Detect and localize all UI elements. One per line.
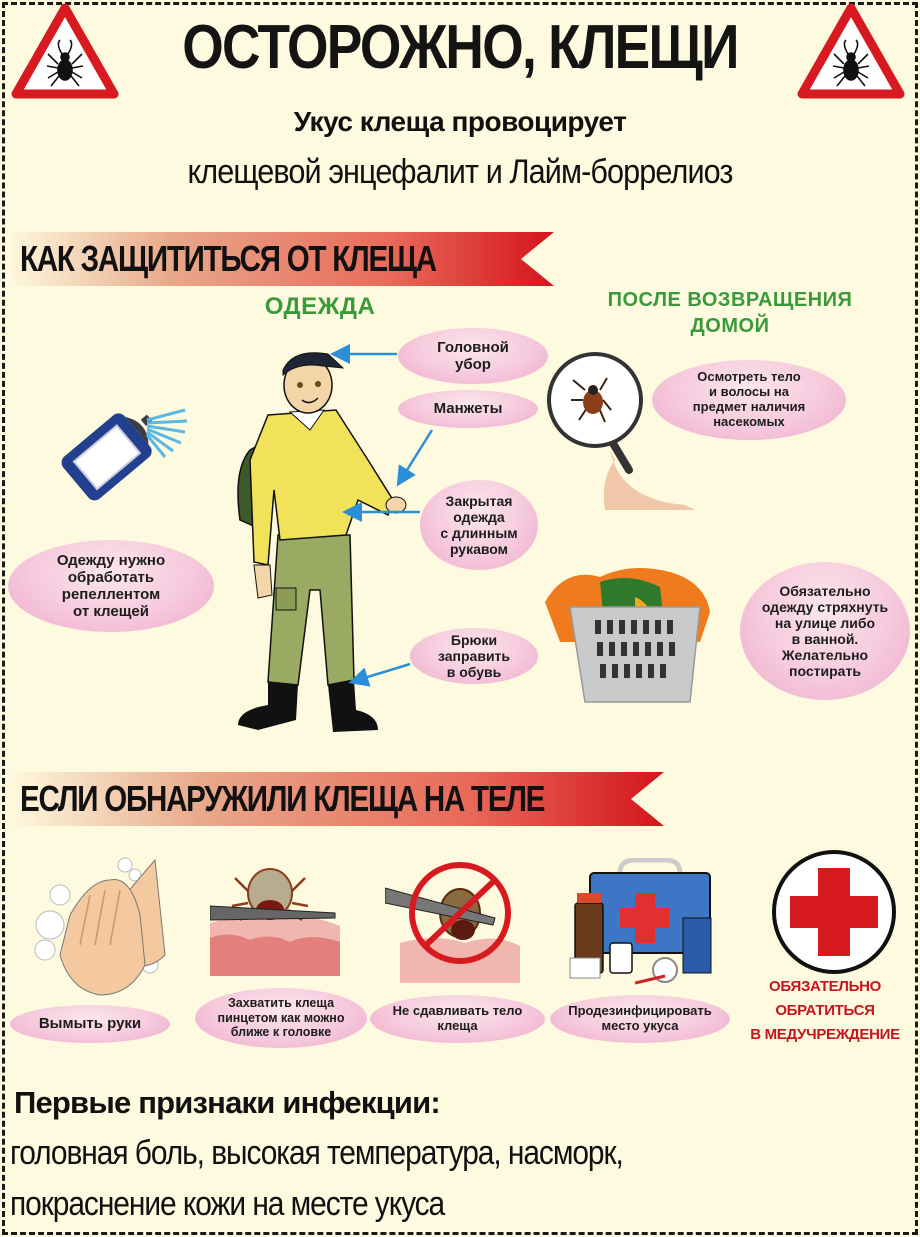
washing-hands-icon xyxy=(30,855,170,1000)
section-title: ЕСЛИ ОБНАРУЖИЛИ КЛЕЩА НА ТЕЛЕ xyxy=(20,778,545,819)
symptoms-line-2: покраснение кожи на месте укуса xyxy=(10,1185,445,1223)
symptoms-heading: Первые признаки инфекции: xyxy=(14,1085,440,1120)
clothing-heading: ОДЕЖДА xyxy=(264,293,376,320)
callout-cuffs: Манжеты xyxy=(398,390,538,428)
section-ribbon-found xyxy=(6,770,666,828)
symptoms-line-1: головная боль, высокая температура, насморк, xyxy=(10,1134,623,1172)
laundry-basket-icon xyxy=(540,562,715,712)
red-cross-icon xyxy=(770,848,898,976)
step-grab-tick: Захватить клеща пинцетом как можно ближе к головке xyxy=(195,988,367,1048)
inspect-body-note: Осмотреть тело и волосы на предмет наличия насекомых xyxy=(652,360,846,440)
page-title: ОСТОРОЖНО, КЛЕЩИ xyxy=(182,13,738,82)
first-aid-kit-icon xyxy=(565,858,715,993)
tweezers-tick-icon xyxy=(210,858,340,976)
repellent-note: Одежду нужно обработать репеллентом от клещей xyxy=(8,540,214,632)
section-title: КАК ЗАЩИТИТЬСЯ ОТ КЛЕЩА xyxy=(20,238,436,279)
shake-clothes-note: Обязательно одежду стряхнуть на улице либо в ванной. Желательно постирать xyxy=(740,562,910,700)
step-disinfect: Продезинфицировать место укуса xyxy=(550,995,730,1043)
after-return-heading: ПОСЛЕ ВОЗВРАЩЕНИЯ ДОМОЙ xyxy=(607,289,853,337)
callout-closed-clothing: Закрытая одежда с длинным рукавом xyxy=(420,480,538,570)
medical-facility-note: ОБЯЗАТЕЛЬНО ОБРАТИТЬСЯ В МЕДУЧРЕЖДЕНИЕ xyxy=(750,978,900,1043)
no-squeeze-icon xyxy=(385,858,520,983)
step-wash-hands: Вымыть руки xyxy=(10,1005,170,1043)
step-no-squeeze: Не сдавливать тело клеща xyxy=(370,995,545,1043)
callout-pants: Брюки заправить в обувь xyxy=(410,628,538,684)
subtitle: Укус клеща провоцирует xyxy=(293,106,627,137)
diseases-line: клещевой энцефалит и Лайм-боррелиоз xyxy=(187,153,733,191)
callout-headwear: Головной убор xyxy=(398,328,548,384)
